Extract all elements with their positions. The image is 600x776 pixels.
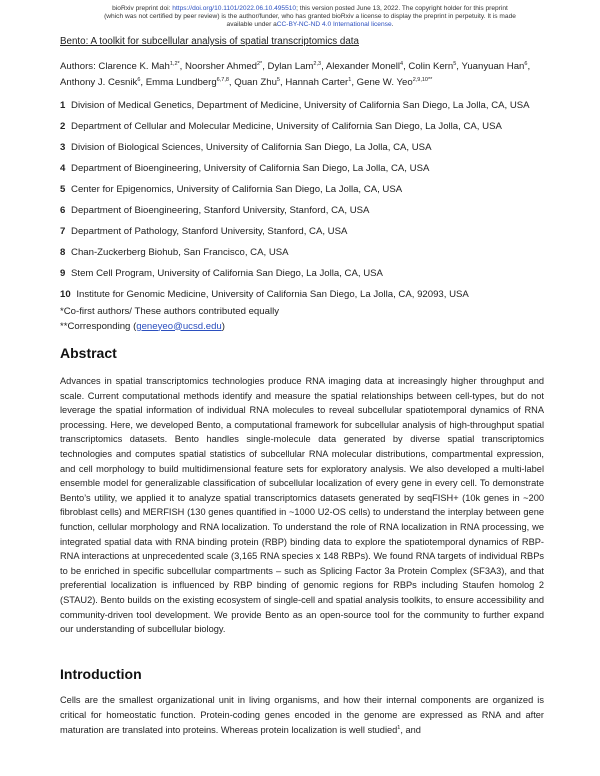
paper-title: Bento: A toolkit for subcellular analysis of spatial transcriptomics data (60, 36, 359, 47)
header-line-2: (which was not certified by peer review) is the author/funder, who has granted bioRxiv a license to display the preprint in perpetuity. It is made (104, 13, 516, 20)
author: Noorsher Ahmed$^{2*}$ (185, 60, 263, 72)
author: Quan Zhu$^5$ (234, 76, 280, 88)
author: Yuanyuan Han$^6$ (461, 60, 528, 72)
corresponding-email-link[interactable]: geneyeo@ucsd.edu (136, 320, 222, 332)
preprint-header (60, 5, 560, 29)
author: Hannah Carter$^1$ (285, 76, 352, 88)
cofirst-note: *Co-first authors/ These authors contributed equally (60, 306, 279, 317)
license-link[interactable]: CC-BY-NC-ND 4.0 International license (276, 21, 392, 28)
author-notes (60, 305, 545, 334)
author-list: Authors: Clarence K. Mah$^{1,2*}$, Noorsher Ahmed$^{2*}$, Dylan Lam$^{2,3}$, Alexander Monell$^4$, Colin Kern$^5$, Yuanyuan Han$^6$, Anthony J. Cesnik$^6$, Emma Lundberg$^{6,7,8}$, Quan Zhu$^5$, Hannah Carter$^1$, Gene W. Yeo$^{2,9,10**}$ (60, 60, 531, 88)
author: Emma Lundberg$^{6,7,8}$ (145, 76, 229, 88)
header-line-1: bioRxiv preprint doi: https://doi.org/10.1101/2022.06.10.495510; this version posted June 13, 2022. The copyright holder for this preprint (112, 5, 508, 12)
introduction-body: Cells are the smallest organizational unit in living organisms, and how their internal components are organized is critical for homeostatic function. Protein-coding genes encoded in the genome are expressed as RNA and after maturation are translated into proteins. Whereas protein localization is well studied$^1$, and (60, 695, 544, 735)
author: Dylan Lam$^{2,3}$ (267, 60, 322, 72)
author: Alexander Monell$^4$ (325, 60, 404, 72)
affiliation-item: 1 Division of Medical Genetics, Department of Medicine, University of California San Diego, La Jolla, CA, USA (60, 100, 530, 111)
affiliation-item: 9 Stem Cell Program, University of California San Diego, La Jolla, CA, USA (60, 268, 383, 279)
author: Colin Kern$^5$ (408, 60, 457, 72)
affiliation-list (60, 98, 545, 308)
affiliation-item: 8 Chan-Zuckerberg Biohub, San Francisco, CA, USA (60, 247, 289, 258)
affiliation-item: 2 Department of Cellular and Molecular Medicine, University of California San Diego, La Jolla, CA, USA (60, 121, 502, 132)
citation-ref: 1 (397, 724, 401, 731)
affiliation-item: 4 Department of Bioengineering, University of California San Diego, La Jolla, CA, USA (60, 163, 430, 174)
affiliation-item: 5 Center for Epigenomics, University of California San Diego, La Jolla, CA, USA (60, 184, 403, 195)
abstract-body: Advances in spatial transcriptomics technologies produce RNA imaging data at increasingly higher throughput and scale. Current computational methods identify and measure the spatial relationships between cell-types, but do not leverage the spatial information of individual RNA molecules to reveal subcellular spatiotemporal dynamics of RNA processing. Here, we developed Bento, a computational framework for subcellular analysis of high-throughput spatial transcriptomics datasets. Bento handles single-molecule data generated by diverse spatial transcriptomics technologies and computes spatial statistics of subcellular RNA molecular distributions, compartmental expression, and cell morphology to build multidimensional feature sets for exploratory analysis. We also developed a multi-label ensemble model for generalizable classification of subcellular localization of every gene in every cell. To demonstrate Bento’s utility, we applied it to analyze spatial transcriptomics datasets generated by seqFISH+ (10k genes in ~200 fibroblast cells) and MERFISH (130 genes quantified in ~1000 U2-OS cells) to understand the interplay between gene function, cellular morphology and RNA localization. To understand the role of RNA localization in RNA processing, we integrated spatial data with RNA binding protein (RBP) binding data to explore the spatiotemporal dynamics of RBP-RNA interactions at unprecedented scale (3,165 RNA species x 148 RBPs). We found RNA targets of individual RBPs to be enriched in specific subcellular compartments – such as Splicing Factor 3a Protein Complex (SF3A3), and that preferential localization is influenced by RBP binding of genomic regions for RBPs including Staufen homolog 2 (STAU2). Bento builds on the existing ecosystem of single-cell and spatial analysis toolkits, to ensure accessibility and community-driven tool development. We provide Bento as an open-source tool for the community to further expand our understanding of subcellular biology. (60, 376, 544, 635)
affiliation-item: 6 Department of Bioengineering, Stanford University, Stanford, CA, USA (60, 205, 370, 216)
authors-label: Authors: (60, 61, 99, 72)
abstract-heading: Abstract (60, 345, 117, 361)
affiliation-item: 10 Institute for Genomic Medicine, University of California San Diego, La Jolla, CA, 92093, USA (60, 289, 469, 300)
affiliation-item: 3 Division of Biological Sciences, University of California San Diego, La Jolla, CA, USA (60, 142, 432, 153)
corresponding-note: **Corresponding (geneyeo@ucsd.edu) (60, 320, 225, 332)
header-line-3: available under aCC-BY-NC-ND 4.0 International license. (226, 21, 394, 28)
author: Clarence K. Mah$^{1,2*}$ (98, 60, 180, 72)
affiliation-item: 7 Department of Pathology, Stanford University, Stanford, CA, USA (60, 226, 348, 237)
introduction-heading: Introduction (60, 666, 142, 682)
author: Anthony J. Cesnik$^6$ (60, 76, 141, 88)
author: Gene W. Yeo$^{2,9,10**}$ (356, 76, 433, 88)
doi-link[interactable]: https://doi.org/10.1101/2022.06.10.495510 (172, 5, 297, 12)
